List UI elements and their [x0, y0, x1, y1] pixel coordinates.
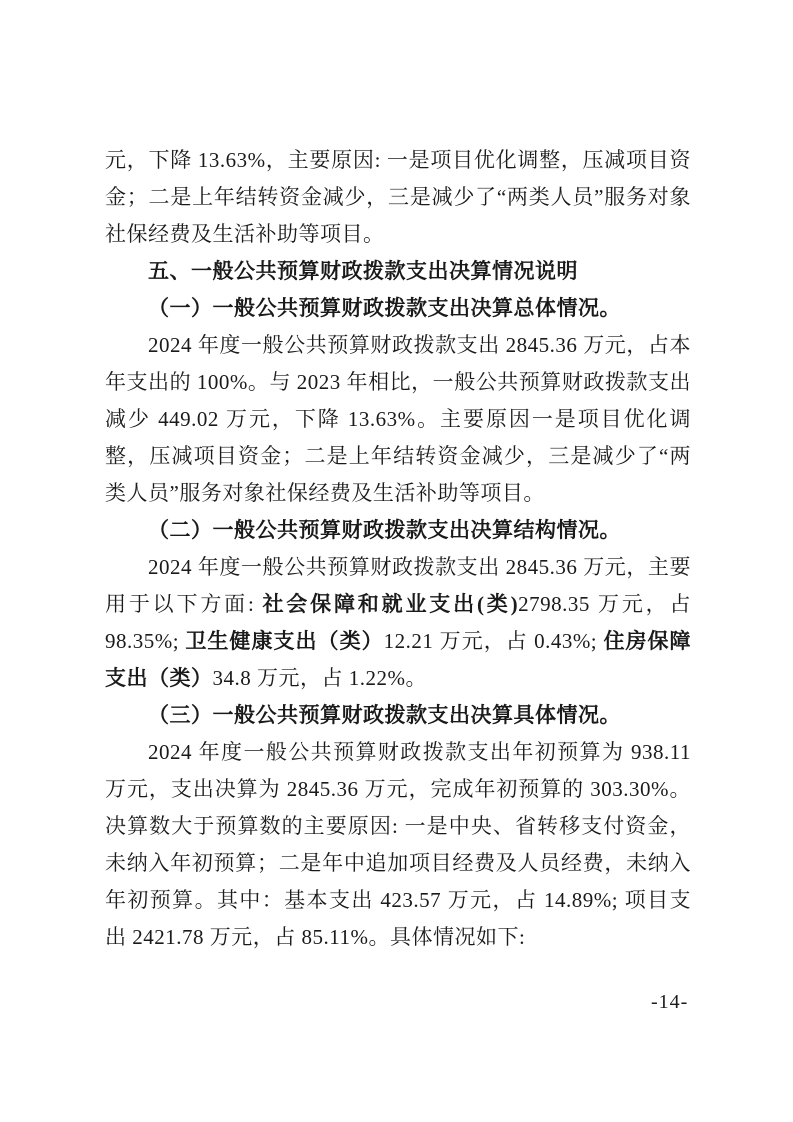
para-structure-situation — [105, 549, 691, 697]
bold-text-segment: （二）一般公共预算财政拨款支出决算结构情况。 — [148, 518, 621, 542]
text-segment: 34.8 万元，占 1.22%。 — [212, 666, 427, 690]
para-overall-situation — [105, 327, 691, 512]
text-segment: 2024 年度一般公共预算财政拨款支出年初预算为 938.11 万元，支出决算为 2845.36 万元，完成年初预算的 303.30%。决算数大于预算数的主要原因: 一是中央、省转移支付资金，未纳入年初预算；二是年中追加项目经费及人员经费，未纳入年初预算。其中：基本支出 423.57 万元，占 14.89%; 项目支出 2421.78 万元，占 85.11%。具体情况如下: — [105, 740, 691, 949]
bold-text-segment: 社会保障和就业支出(类) — [262, 592, 519, 616]
text-segment: 12.21 万元，占 0.43%; — [383, 629, 604, 653]
section-5-1-heading — [105, 290, 691, 327]
text-segment: 2024 年度一般公共预算财政拨款支出 2845.36 万元，占本年支出的 100%。与 2023 年相比，一般公共预算财政拨款支出减少 449.02 万元，下降 13.63%。主要原因一是项目优化调整，压减项目资金；二是上年结转资金减少，三是减少了“两类人员”服务对象社保经费及生活补助等项目。 — [105, 333, 691, 505]
section-5-3-heading — [105, 697, 691, 734]
page-number: -14- — [651, 991, 689, 1013]
bold-text-segment: 五、一般公共预算财政拨款支出决算情况说明 — [148, 259, 578, 283]
bold-text-segment: 卫生健康支出（类） — [185, 629, 384, 653]
bold-text-segment: （一）一般公共预算财政拨款支出决算总体情况。 — [148, 296, 621, 320]
para-detail-situation — [105, 734, 691, 956]
bold-text-segment: 住房保障支出（类） — [105, 629, 692, 690]
para-continuation-from-previous-page — [105, 142, 691, 253]
document-content — [105, 142, 691, 956]
text-segment: 2024 年度一般公共预算财政拨款支出 2845.36 万元，主要用于以下方面: — [105, 555, 691, 616]
bold-text-segment: （三）一般公共预算财政拨款支出决算具体情况。 — [148, 703, 621, 727]
text-segment: 2798.35 万元，占 98.35%; — [105, 592, 692, 653]
text-segment: 元，下降 13.63%，主要原因: 一是项目优化调整，压减项目资金；二是上年结转资金减少，三是减少了“两类人员”服务对象社保经费及生活补助等项目。 — [105, 148, 691, 246]
section-5-heading — [105, 253, 691, 290]
section-5-2-heading — [105, 512, 691, 549]
